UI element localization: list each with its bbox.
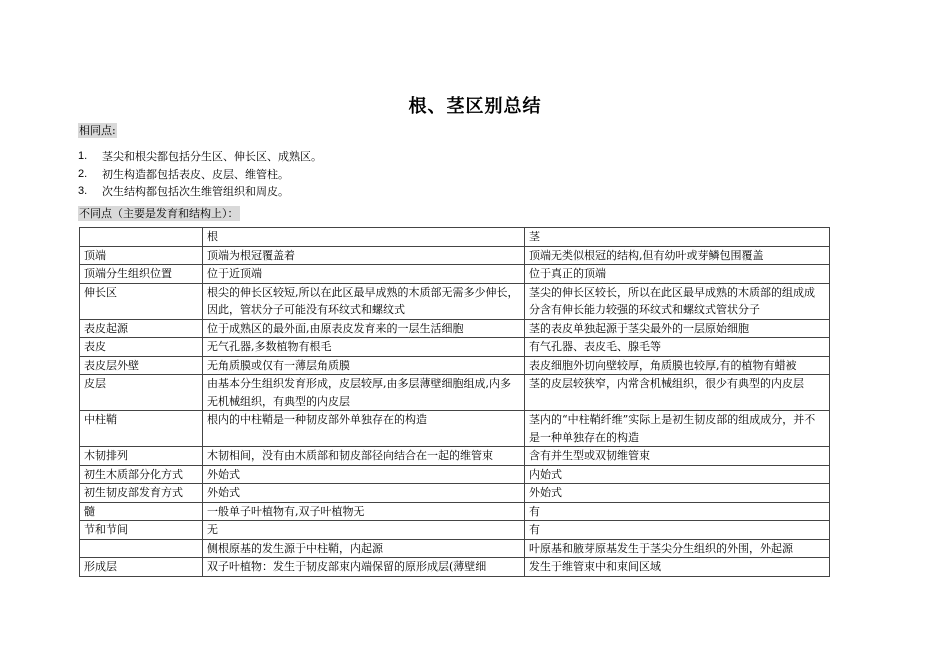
table-row — [80, 484, 830, 503]
row-label-cell — [80, 539, 203, 558]
row-label-cell: 表皮 — [80, 338, 203, 357]
table-header-row — [80, 228, 830, 247]
table-row — [80, 502, 830, 521]
differences-label: 不同点（主要是发育和结构上）： — [79, 207, 239, 220]
row-label-cell: 顶端 — [80, 246, 203, 265]
stem-cell: 有 — [525, 502, 830, 521]
root-cell: 无 — [203, 521, 525, 540]
stem-cell: 茎的表皮单独起源于茎尖最外的一层原始细胞 — [525, 319, 830, 338]
same-points-list — [78, 148, 322, 201]
table-row — [80, 356, 830, 375]
root-cell: 顶端为根冠覆盖着 — [203, 246, 525, 265]
root-cell: 位于近顶端 — [203, 265, 525, 284]
stem-cell: 茎内的“中柱鞘纤维”实际上是初生韧皮部的组成成分，并不是一种单独存在的构造 — [525, 411, 830, 447]
row-label-cell: 顶端分生组织位置 — [80, 265, 203, 284]
row-label-cell: 中柱鞘 — [80, 411, 203, 447]
table-row — [80, 283, 830, 319]
row-label-cell: 形成层 — [80, 558, 203, 577]
row-label-cell: 木韧排列 — [80, 447, 203, 466]
stem-cell: 顶端无类似根冠的结构,但有幼叶或芽鳞包围覆盖 — [525, 246, 830, 265]
row-label-cell: 初生木质部分化方式 — [80, 465, 203, 484]
table-row — [80, 246, 830, 265]
root-cell: 一般单子叶植物有,双子叶植物无 — [203, 502, 525, 521]
row-label-cell: 节和节间 — [80, 521, 203, 540]
stem-cell: 发生于维管束中和束间区域 — [525, 558, 830, 577]
stem-cell: 表皮细胞外切向壁较厚，角质膜也较厚,有的植物有蜡被 — [525, 356, 830, 375]
stem-cell: 茎的皮层较狭窄，内常含机械组织，很少有典型的内皮层 — [525, 375, 830, 411]
root-cell: 位于成熟区的最外面,由原表皮发育来的一层生活细胞 — [203, 319, 525, 338]
stem-cell: 有 — [525, 521, 830, 540]
list-item: 1. 茎尖和根尖都包括分生区、伸长区、成熟区。 — [78, 150, 322, 163]
table-row — [80, 319, 830, 338]
root-cell: 由基本分生组织发育形成，皮层较厚,由多层薄壁细胞组成,内多无机械组织，有典型的内皮层 — [203, 375, 525, 411]
stem-cell: 外始式 — [525, 484, 830, 503]
root-cell: 木韧相间，没有由木质部和韧皮部径向结合在一起的维管束 — [203, 447, 525, 466]
list-item: 3. 次生结构都包括次生维管组织和周皮。 — [78, 185, 289, 198]
root-cell: 外始式 — [203, 484, 525, 503]
list-item: 2. 初生构造都包括表皮、皮层、维管柱。 — [78, 167, 289, 181]
comparison-table — [79, 227, 830, 577]
row-label-cell: 髓 — [80, 502, 203, 521]
root-cell: 根内的中柱鞘是一种韧皮部外单独存在的构造 — [203, 411, 525, 447]
header-cell-root: 根 — [203, 228, 525, 247]
root-cell: 无角质膜或仅有一薄层角质膜 — [203, 356, 525, 375]
root-cell: 双子叶植物：发生于韧皮部束内端保留的原形成层(薄壁细 — [203, 558, 525, 577]
table-row — [80, 521, 830, 540]
stem-cell: 有气孔器、表皮毛、腺毛等 — [525, 338, 830, 357]
stem-cell: 叶原基和腋芽原基发生于茎尖分生组织的外围，外起源 — [525, 539, 830, 558]
table-row — [80, 375, 830, 411]
table-row — [80, 338, 830, 357]
stem-cell: 内始式 — [525, 465, 830, 484]
root-cell: 侧根原基的发生源于中柱鞘，内起源 — [203, 539, 525, 558]
row-label-cell: 表皮层外壁 — [80, 356, 203, 375]
root-cell: 根尖的伸长区较短,所以在此区最早成熟的木质部无需多少伸长，因此，管状分子可能没有环纹式和螺纹式 — [203, 283, 525, 319]
same-points-label: 相同点: — [79, 124, 116, 137]
table-row — [80, 558, 830, 577]
stem-cell: 含有并生型或双韧维管束 — [525, 447, 830, 466]
stem-cell: 位于真正的顶端 — [525, 265, 830, 284]
stem-cell: 茎尖的伸长区较长，所以在此区最早成熟的木质部的组成成分含有伸长能力较强的环纹式和螺纹式管状分子 — [525, 283, 830, 319]
row-label-cell: 表皮起源 — [80, 319, 203, 338]
table-row — [80, 465, 830, 484]
table-row — [80, 265, 830, 284]
header-cell — [80, 228, 203, 247]
row-label-cell: 伸长区 — [80, 283, 203, 319]
table-row — [80, 411, 830, 447]
row-label-cell: 初生韧皮部发育方式 — [80, 484, 203, 503]
root-cell: 外始式 — [203, 465, 525, 484]
row-label-cell: 皮层 — [80, 375, 203, 411]
header-cell-stem: 茎 — [525, 228, 830, 247]
page-title: 根、茎区别总结 — [408, 96, 542, 117]
table-row — [80, 539, 830, 558]
root-cell: 无气孔器,多数植物有根毛 — [203, 338, 525, 357]
table-row — [80, 447, 830, 466]
